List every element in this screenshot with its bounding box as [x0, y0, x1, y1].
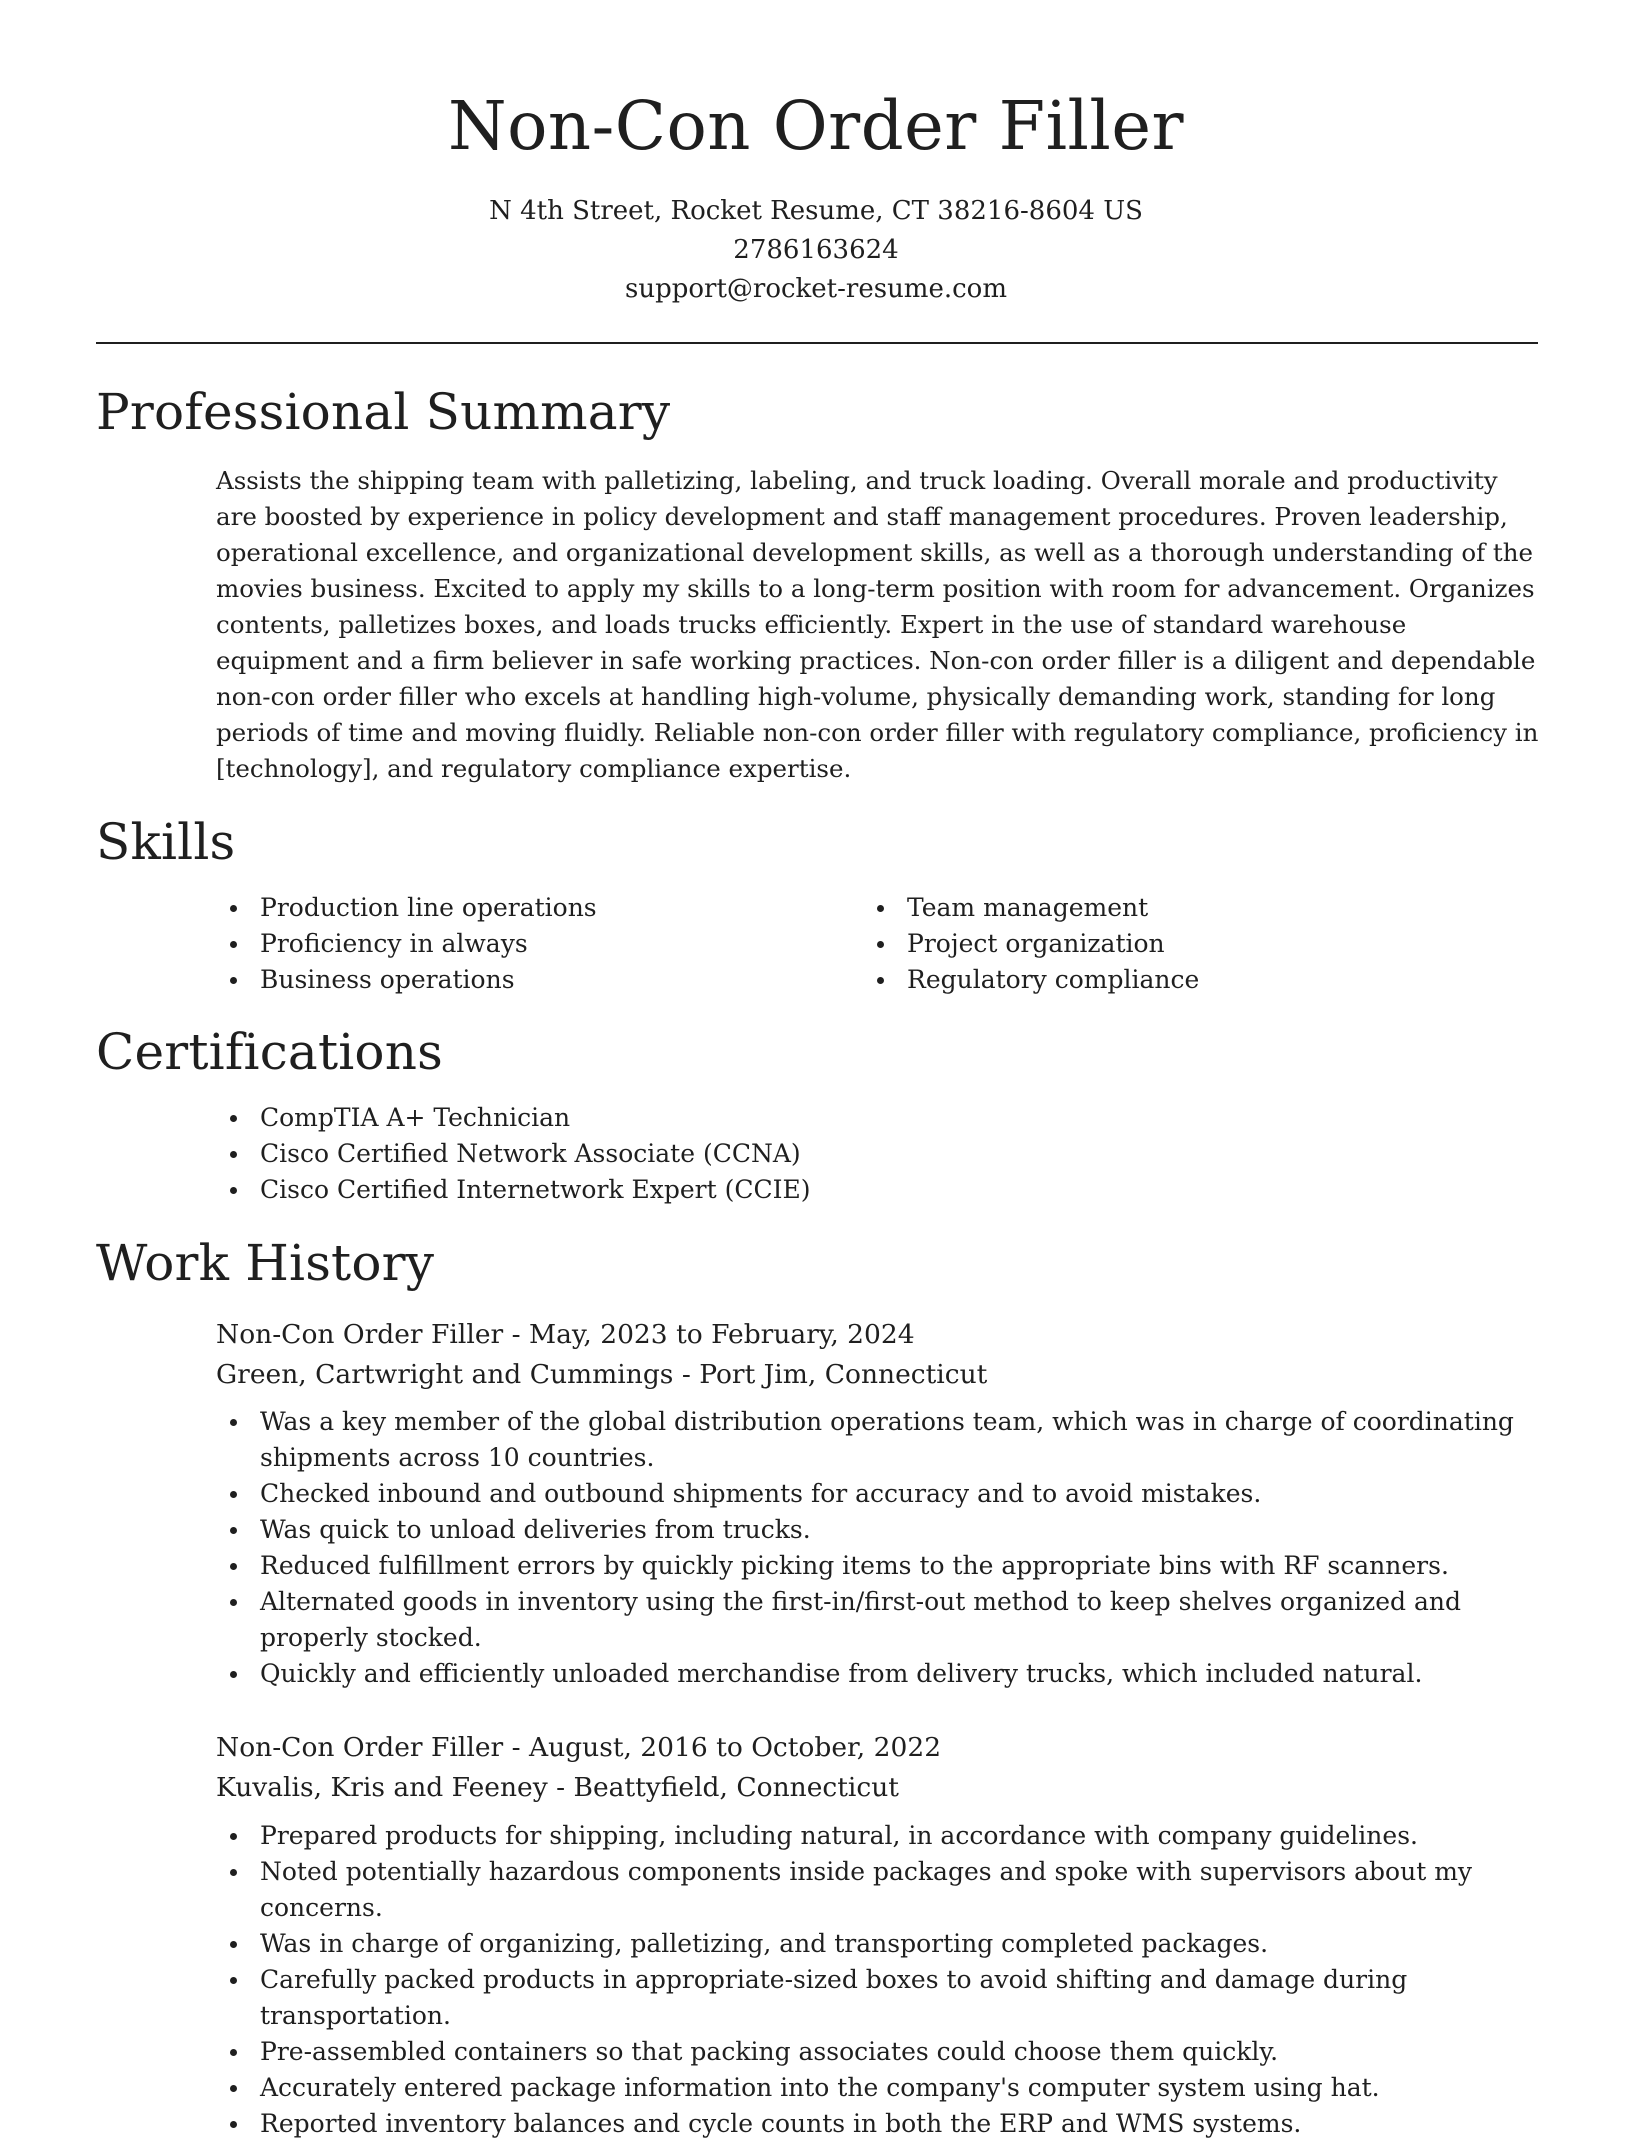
job-bullets [216, 1818, 1546, 2142]
certifications-list [216, 1100, 1546, 1208]
job-title: Non-Con Order Filler - May, 2023 to February, 2024 [216, 1319, 915, 1350]
certification-item: CompTIA A+ Technician [216, 1100, 1546, 1136]
job-bullet: Pre-assembled containers so that packing associates could choose them quickly. [216, 2034, 1546, 2070]
contact-phone: 2786163624 [733, 235, 899, 265]
job-bullet: Was in charge of organizing, palletizing, and transporting completed packages. [216, 1926, 1546, 1962]
contact-email: support@rocket-resume.com [624, 274, 1007, 304]
skill-item: Production line operations [216, 890, 856, 926]
job-bullet: Reduced fulfillment errors by quickly picking items to the appropriate bins with RF scanners. [216, 1548, 1546, 1584]
certifications-heading: Certifications [96, 1023, 443, 1081]
contact-address: N 4th Street, Rocket Resume, CT 38216-8604 US [489, 196, 1143, 226]
job-title: Non-Con Order Filler - August, 2016 to October, 2022 [216, 1732, 942, 1763]
contact-info [0, 192, 1632, 309]
skill-item: Regulatory compliance [863, 962, 1503, 998]
skill-item: Project organization [863, 926, 1503, 962]
job-bullet: Noted potentially hazardous components inside packages and spoke with supervisors about my concerns. [216, 1854, 1546, 1926]
job-bullet: Prepared products for shipping, including natural, in accordance with company guidelines. [216, 1818, 1546, 1854]
job-company: Kuvalis, Kris and Feeney - Beattyfield, Connecticut [216, 1772, 899, 1803]
job-bullet: Alternated goods in inventory using the first-in/first-out method to keep shelves organized and properly stocked. [216, 1584, 1546, 1656]
skills-list-left [216, 890, 856, 998]
job-bullet: Quickly and efficiently unloaded merchandise from delivery trucks, which included natural. [216, 1656, 1546, 1692]
job-bullet: Carefully packed products in appropriate-sized boxes to avoid shifting and damage during transportation. [216, 1962, 1546, 2034]
header-divider [96, 342, 1538, 344]
skills-list-right [863, 890, 1503, 998]
candidate-name: Non-Con Order Filler [447, 87, 1185, 165]
job-company: Green, Cartwright and Cummings - Port Jim, Connecticut [216, 1359, 988, 1390]
job-bullet: Checked inbound and outbound shipments for accuracy and to avoid mistakes. [216, 1476, 1546, 1512]
work-history-heading: Work History [96, 1234, 435, 1292]
summary-text: Assists the shipping team with palletizing, labeling, and truck loading. Overall morale and productivity are boosted by experience in policy development and staff management procedures. Proven leadership, operational excellence, and organizational development skills, as well as a thorough understanding of the movies business. Excited to apply my skills to a long-term position with room for advancement. Organizes contents, palletizes boxes, and loads trucks efficiently. Expert in the use of standard warehouse equipment and a firm believer in safe working practices. Non-con order filler is a diligent and dependable non-con order filler who excels at handling high-volume, physically demanding work, standing for long periods of time and moving fluidly. Reliable non-con order filler with regulatory compliance, proficiency in [technology], and regulatory compliance expertise. [216, 466, 1539, 783]
skill-item: Team management [863, 890, 1503, 926]
skill-item: Proficiency in always [216, 926, 856, 962]
certification-item: Cisco Certified Network Associate (CCNA) [216, 1136, 1546, 1172]
job-bullet: Was a key member of the global distribution operations team, which was in charge of coordinating shipments across 10 countries. [216, 1404, 1546, 1476]
skill-item: Business operations [216, 962, 856, 998]
summary-heading: Professional Summary [96, 383, 671, 441]
certification-item: Cisco Certified Internetwork Expert (CCIE) [216, 1172, 1546, 1208]
job-bullet: Accurately entered package information into the company's computer system using hat. [216, 2070, 1546, 2106]
job-bullets [216, 1404, 1546, 1692]
skills-heading: Skills [96, 813, 236, 871]
resume-header [0, 0, 1632, 309]
job-bullet: Was quick to unload deliveries from trucks. [216, 1512, 1546, 1548]
job-bullet: Reported inventory balances and cycle counts in both the ERP and WMS systems. [216, 2106, 1546, 2142]
